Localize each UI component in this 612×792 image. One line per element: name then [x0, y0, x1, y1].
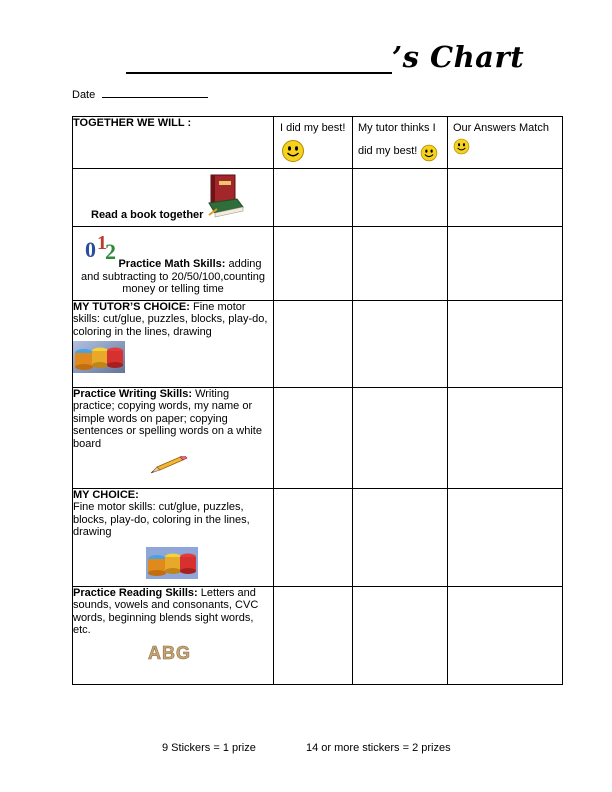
activity-title: Practice Writing Skills:	[73, 387, 193, 400]
activity-cell	[73, 387, 274, 488]
activity-description	[73, 587, 273, 637]
activity-title: Read a book together	[91, 209, 204, 221]
header-did-my-best	[274, 117, 353, 169]
sticker-chart-table	[72, 116, 563, 685]
header-activity	[73, 117, 274, 169]
play-dough-icon	[146, 547, 198, 579]
activity-cell	[73, 586, 274, 684]
sticker-cell-tutor-thinks[interactable]	[353, 300, 448, 387]
activity-detail: Letters and sounds, vowels and consonants, CVC words, beginning blends sight words, etc.	[73, 586, 259, 636]
sticker-cell-answers-match[interactable]	[448, 300, 563, 387]
header-col1-text: I did my best!	[280, 122, 346, 134]
activity-cell	[73, 227, 274, 301]
name-blank-line[interactable]	[126, 72, 392, 74]
activity-row	[73, 586, 563, 684]
sticker-cell-answers-match[interactable]	[448, 387, 563, 488]
activity-detail: Fine motor skills: cut/glue, puzzles, blocks, play-do, coloring in the lines, drawing	[73, 300, 268, 338]
book-icon	[207, 173, 245, 219]
svg-text:0: 0	[85, 237, 96, 261]
sticker-cell-did-my-best[interactable]	[274, 227, 353, 301]
sticker-cell-tutor-thinks[interactable]	[353, 488, 448, 586]
header-col2-line2: did my best!	[358, 144, 418, 157]
svg-text:2: 2	[105, 239, 116, 261]
activity-cell	[73, 169, 274, 227]
date-label: Date	[72, 89, 96, 101]
activity-title: Practice Reading Skills:	[73, 586, 198, 599]
smiley-face-icon	[281, 139, 305, 163]
activity-row	[73, 300, 563, 387]
header-tutor-thinks	[353, 117, 448, 169]
footer-prize-rule-2: 14 or more stickers = 2 prizes	[306, 742, 451, 754]
sticker-cell-did-my-best[interactable]	[274, 488, 353, 586]
svg-text:ABG: ABG	[148, 642, 191, 662]
sticker-cell-answers-match[interactable]	[448, 169, 563, 227]
header-row	[73, 117, 563, 169]
sticker-cell-tutor-thinks[interactable]	[353, 227, 448, 301]
sticker-cell-answers-match[interactable]	[448, 586, 563, 684]
header-col2-line1: My tutor thinks I	[358, 122, 436, 134]
sticker-cell-did-my-best[interactable]	[274, 169, 353, 227]
date-blank-line[interactable]	[102, 88, 208, 98]
sticker-cell-answers-match[interactable]	[448, 227, 563, 301]
activity-description	[73, 388, 273, 451]
sticker-cell-tutor-thinks[interactable]	[353, 169, 448, 227]
chart-title	[126, 38, 526, 82]
header-col3-text: Our Answers Match	[453, 122, 549, 134]
sticker-cell-did-my-best[interactable]	[274, 387, 353, 488]
sticker-cell-tutor-thinks[interactable]	[353, 586, 448, 684]
activity-detail: Fine motor skills: cut/glue, puzzles, blocks, play-do, coloring in the lines, drawing	[73, 501, 250, 538]
activity-title: MY CHOICE:	[73, 488, 139, 501]
activity-row	[73, 169, 563, 227]
play-dough-icon	[73, 341, 125, 373]
activity-description	[79, 258, 267, 296]
smiley-face-icon	[453, 138, 470, 155]
activity-title: Practice Math Skills:	[118, 258, 226, 270]
footer-prize-rule-1: 9 Stickers = 1 prize	[162, 742, 256, 754]
sticker-cell-answers-match[interactable]	[448, 488, 563, 586]
sticker-cell-did-my-best[interactable]	[274, 586, 353, 684]
activity-detail: adding and subtracting to 20/50/100,counting money or telling time	[80, 258, 266, 295]
chart-title-text: ’s Chart	[392, 40, 525, 74]
sticker-cell-tutor-thinks[interactable]	[353, 387, 448, 488]
activity-title: MY TUTOR’S CHOICE:	[73, 300, 190, 313]
header-answers-match	[448, 117, 563, 169]
activity-cell	[73, 300, 274, 387]
activity-row	[73, 387, 563, 488]
header-activity-text: TOGETHER WE WILL :	[73, 117, 192, 129]
activity-row	[73, 227, 563, 301]
activity-cell	[73, 488, 274, 586]
numbers-icon	[85, 233, 119, 261]
activity-row	[73, 488, 563, 586]
sticker-cell-did-my-best[interactable]	[274, 300, 353, 387]
activity-description	[73, 301, 273, 339]
pencil-icon	[149, 456, 189, 476]
svg-text:1: 1	[97, 233, 107, 254]
smiley-face-icon	[420, 144, 438, 162]
abc-letters-icon	[146, 640, 196, 662]
activity-detail: Writing practice; copying words, my name or simple words on paper; copying sentences or spelling words on a white board	[73, 387, 262, 450]
date-field	[72, 88, 208, 101]
